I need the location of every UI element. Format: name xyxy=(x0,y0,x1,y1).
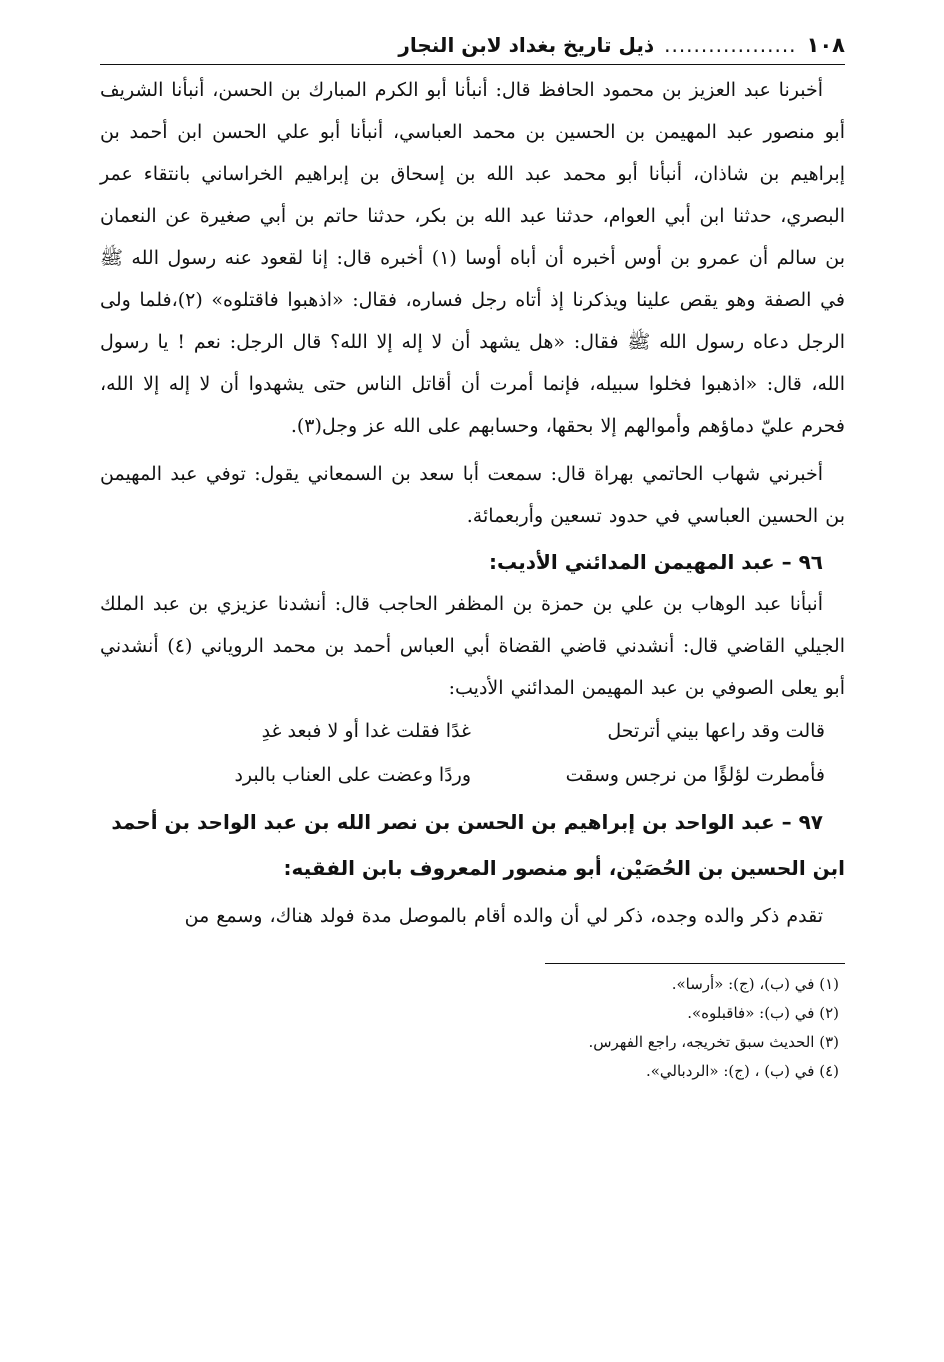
book-page xyxy=(100,28,845,1328)
paragraph-poem-chain: أنبأنا عبد الوهاب بن علي بن حمزة بن المظفر الحاجب قال: أنشدنا عزيزي بن عبد الملك الجيلي القاضي قال: أنشدني قاضي القضاة أبي العباس أحمد بن محمد الروياني (٤) أنشدني أبو يعلى الصوفي بن عبد المهيمن المدائني الأديب: xyxy=(100,593,845,699)
footnote-rule xyxy=(545,963,845,964)
footnote: (٤) في (ب) ، (ج): «الردبالي». xyxy=(645,1062,839,1080)
verse-first-hemistich: قالت وقد راعها بيني أترتحل xyxy=(607,720,825,742)
running-header xyxy=(100,28,845,62)
verse-first-hemistich: فأمطرت لؤلؤًا من نرجس وسقت xyxy=(565,764,825,786)
footnote: (١) في (ب)، (ج): «أرسا». xyxy=(671,975,839,993)
paragraph-biography-start: تقدم ذكر والده وجده، ذكر لي أن والده أقام بالموصل مدة فولد هناك، وسمع من xyxy=(184,905,823,927)
entry-heading-97: ٩٧ – عبد الواحد بن إبراهيم بن الحسن بن نصر الله بن عبد الواحد بن أحمد xyxy=(111,810,823,834)
paragraph-isnad-hadith: أخبرنا عبد العزيز بن محمود الحافظ قال: أنبأنا أبو الكرم المبارك بن الحسن، أنبأنا الشريف أبو منصور عبد المهيمن بن الحسين بن محمد العباسي، أنبأنا أبو علي الحسن ابن أحمد بن إبراهيم بن شاذان، أنبأنا أبو محمد عبد الله بن إسحاق بن إبراهيم الخراساني بانتقاء عمر البصري، حدثنا ابن أبي العوام، حدثنا عبد الله بن بكر، حدثنا حاتم بن أبي صغيرة عن النعمان بن سالم أن عمرو بن أوس أخبره أن أباه أوسا (١) أخبره قال: إنا لقعود عنه رسول الله ﷺ في الصفة وهو يقص علينا ويذكرنا إذ أتاه رجل فساره، فقال: «اذهبوا فاقتلوه» (٢)،فلما ولى الرجل دعاه رسول الله ﷺ فقال: «هل يشهد أن لا إله إلا الله؟ قال الرجل: نعم ! يا رسول الله، قال: «اذهبوا فخلوا سبيله، فإنما أمرت أن أقاتل الناس حتى يشهدوا أن لا إله إلا الله، فحرم عليّ دماؤهم وأموالهم إلا بحقها، وحسابهم على الله عز وجل(٣). xyxy=(100,79,846,437)
page-number: ١٠٨ xyxy=(806,33,845,57)
paragraph-death-report: أخبرني شهاب الحاتمي بهراة قال: سمعت أبا سعد بن السمعاني يقول: توفي عبد المهيمن بن الحسين العباسي في حدود تسعين وأربعمائة. xyxy=(100,463,845,527)
header-leader-dots: .................. xyxy=(664,33,797,57)
footnote: (٣) الحديث سبق تخريجه، راجع الفهرس. xyxy=(588,1033,839,1051)
footnote: (٢) في (ب): «فاقبلوه». xyxy=(687,1004,839,1022)
verse-second-hemistich: وردًا وعضت على العناب بالبرد xyxy=(234,764,471,786)
poem-verse xyxy=(100,753,845,797)
header-rule xyxy=(100,64,845,65)
book-title: ذيل تاريخ بغداد لابن النجار xyxy=(398,33,655,57)
entry-heading-96: ٩٦ – عبد المهيمن المدائني الأديب: xyxy=(489,550,823,574)
poem-verse xyxy=(100,709,845,753)
verse-second-hemistich: غدًا فقلت غدا أو لا فبعد غدِ xyxy=(261,720,471,742)
entry-heading-97-continuation: ابن الحسين بن الحُصَيْن، أبو منصور المعروف بابن الفقيه: xyxy=(283,856,845,880)
